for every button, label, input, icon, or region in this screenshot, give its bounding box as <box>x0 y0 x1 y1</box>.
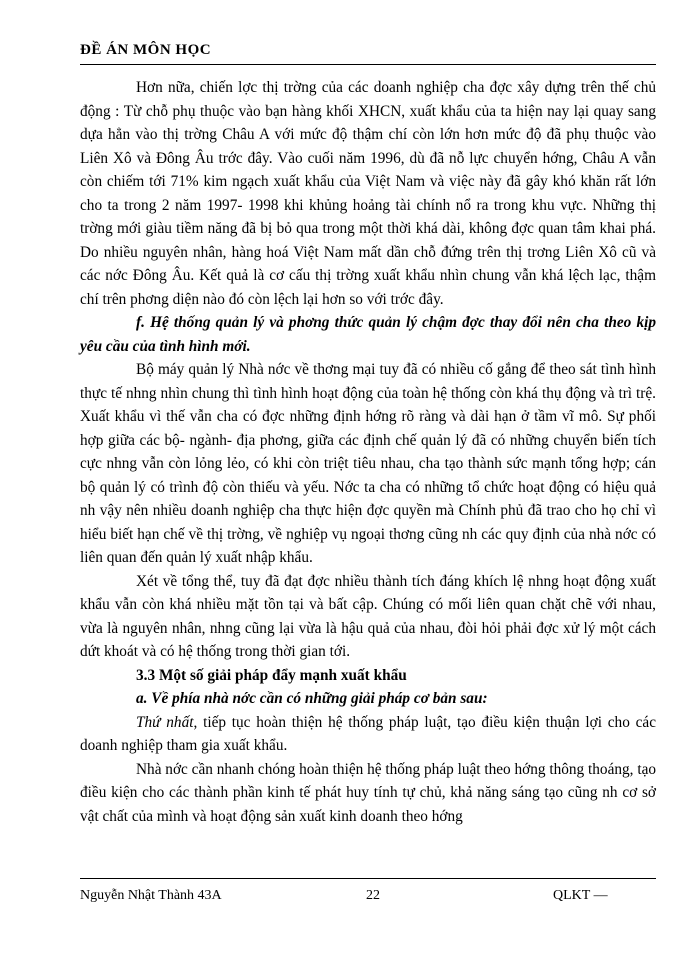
footer-rule <box>80 878 656 879</box>
subheading-a: a. Về phía nhà nớc cần có những giải pháp cơ bản sau: <box>136 690 488 707</box>
footer-author: Nguyễn Nhật Thành 43A <box>80 888 222 903</box>
paragraph: Xét về tổng thể, tuy đã đạt đợc nhiều thành tích đáng khích lệ nhng hoạt động xuất khẩu vẫn còn khá nhiều mặt tồn tại và bất cập. Chúng có mối liên quan chặt chẽ với nhau, vừa là nguyên nhân, nhng cũng lại vừa là hậu quả của nhau, đòi hỏi phải đợc xử lý một cách dứt khoát và có hệ thống trong thời gian tới. <box>80 572 656 660</box>
paragraph: Hơn nữa, chiến lợc thị trờng của các doanh nghiệp cha đợc xây dựng trên thế chủ động : Từ chỗ phụ thuộc vào bạn hàng khối XHCN, xuất khẩu của ta hiện nay lại quay sang dựa hẳn vào thị trờng Châu A với mức độ thậm chí còn lớn hơn mức độ đã phụ thuộc vào Liên Xô và Đông Âu trớc đây. Vào cuối năm 1996, dù đã nỗ lực chuyển hớng, Châu A vẫn còn chiếm tới 71% kim ngạch xuất khẩu của Việt Nam và việc này đã gây khó khăn rất lớn cho ta trong 2 năm 1997- 1998 khi khủng hoảng tài chính nổ ra trong khu vực. Những thị trờng mới giàu tiềm năng đã bị bỏ qua trong một thời khá dài, không đợc quan tâm khai phá. Do nhiều nguyên nhân, hàng hoá Việt Nam mất dần chỗ đứng trên thị trơng Liên Xô cũ và các nớc Đông Âu. Kết quả là cơ cấu thị trờng xuất khẩu nhìn chung vẫn khá lệch lạc, thậm chí trên phơng diện nào đó còn lệch lại hơn so với trớc đây. <box>80 79 656 308</box>
footer-right-text: QLKT — <box>553 888 608 903</box>
page-body <box>80 76 656 828</box>
lead-word: Thứ nhất <box>136 713 194 731</box>
section-heading-f: f. Hệ thống quản lý và phơng thức quản lý chậm đợc thay đổi nên cha theo kịp yêu cầu của tình hình mới. <box>80 314 656 355</box>
lead-text: , tiếp tục hoàn thiện hệ thống pháp luật, tạo điều kiện thuận lợi cho các doanh nghiệp tham gia xuất khẩu. <box>80 713 656 754</box>
section-heading-3-3: 3.3 Một số giải pháp đẩy mạnh xuất khẩu <box>136 666 407 684</box>
page-number: 22 <box>366 888 380 903</box>
paragraph-thu-nhat <box>80 711 656 758</box>
document-header: ĐỀ ÁN MÔN HỌC <box>80 42 212 58</box>
paragraph: Nhà nớc cần nhanh chóng hoàn thiện hệ thống pháp luật theo hớng thông thoáng, tạo điều kiện cho các thành phần kinh tế phát huy tính tự chủ, khả năng sáng tạo cũng nh cơ sở vật chất của mình và hoạt động sản xuất kinh doanh theo hớng <box>80 760 657 825</box>
header-rule <box>80 64 656 65</box>
paragraph: Bộ máy quản lý Nhà nớc về thơng mại tuy đã có nhiều cố gắng để theo sát tình hình thực tế nhng nhìn chung thì tình hình hoạt động của toàn hệ thống còn khá thụ động và trì trệ. Xuất khẩu vì thế vẫn cha có đợc những định hớng rõ ràng và dài hạn ở tầm vĩ mô. Sự phối hợp giữa các bộ- ngành- địa phơng, giữa các định chế quản lý đã có những chuyển biến tích cực nhng vẫn còn lỏng lẻo, có khi còn triệt tiêu nhau, cha tạo thành sức mạnh tổng hợp; cán bộ quản lý có trình độ còn thiếu và yếu. Nớc ta cha có những tổ chức hoạt động có hiệu quả nh vậy nên nhiều doanh nghiệp cha thực hiện đợc quyền mà Chính phủ đã trao cho họ chỉ vì hiểu biết hạn chế về thị trờng, về nghiệp vụ ngoại thơng cũng nh các quy định của nhà nớc có liên quan đến quản lý xuất nhập khẩu. <box>80 361 656 566</box>
